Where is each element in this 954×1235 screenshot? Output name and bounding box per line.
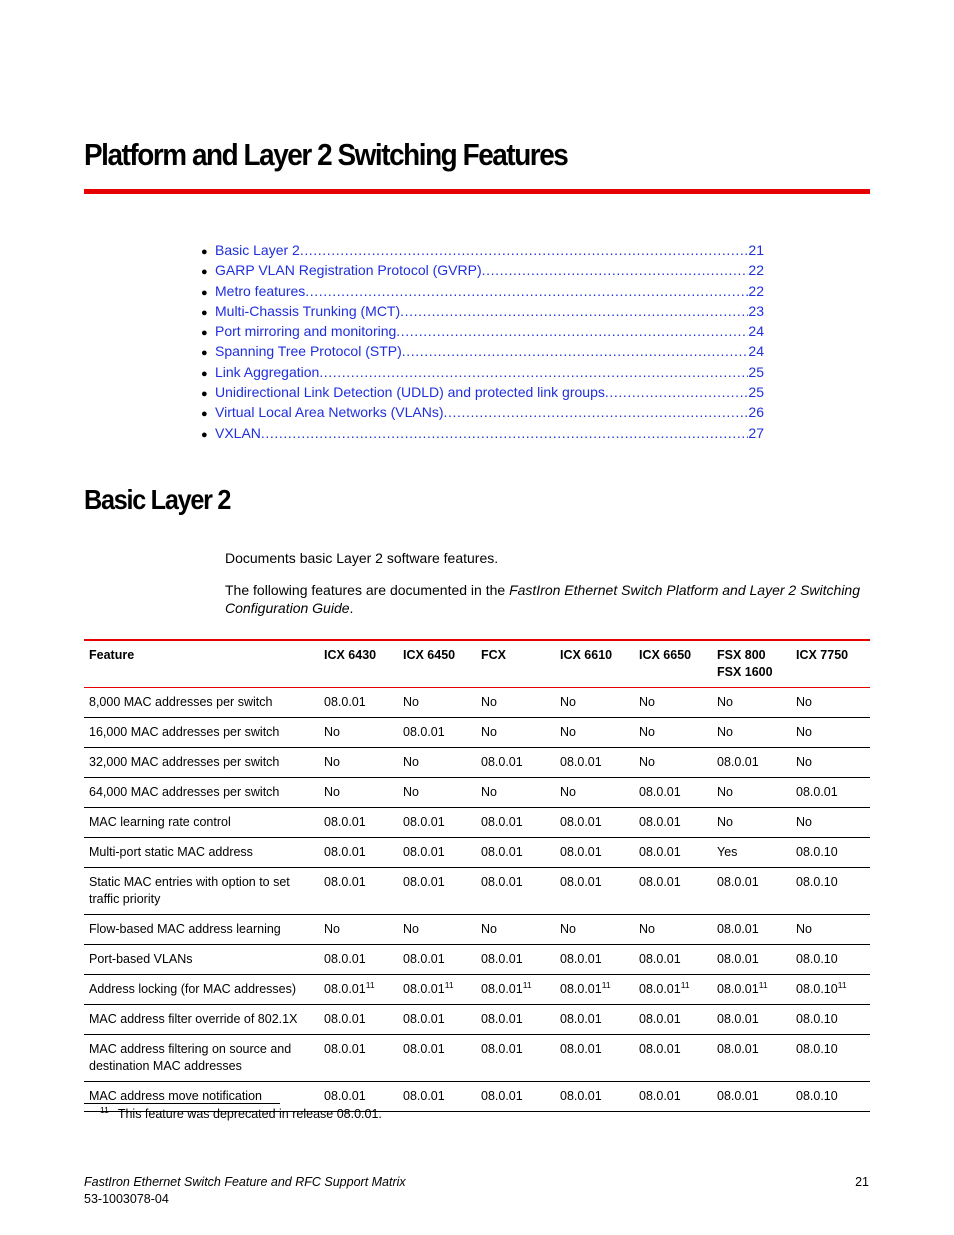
release-cell: No bbox=[403, 695, 419, 709]
release-cell: 08.0.01 bbox=[324, 845, 366, 859]
feature-cell: 16,000 MAC addresses per switch bbox=[89, 725, 280, 739]
release-cell: No bbox=[796, 815, 812, 829]
toc-leader bbox=[300, 240, 749, 260]
toc-link[interactable]: Unidirectional Link Detection (UDLD) and protected link groups bbox=[215, 384, 605, 401]
table-row bbox=[84, 1035, 870, 1082]
bullet-icon: ● bbox=[201, 327, 208, 340]
toc-entry[interactable] bbox=[201, 240, 764, 260]
release-cell: 08.0.01 bbox=[717, 755, 759, 769]
release-cell: 08.0.01 bbox=[324, 1012, 366, 1026]
mini-toc bbox=[201, 240, 764, 443]
feature-cell: MAC address move notification bbox=[89, 1089, 262, 1103]
feature-cell: Address locking (for MAC addresses) bbox=[89, 982, 297, 996]
release-cell: 08.0.01 bbox=[639, 845, 681, 859]
column-header: ICX 6430 bbox=[324, 648, 377, 662]
section-intro: Documents basic Layer 2 software features. bbox=[225, 550, 499, 566]
table-row bbox=[84, 945, 870, 975]
column-header: ICX 7750 bbox=[796, 648, 849, 662]
release-cell: 08.0.01 bbox=[717, 1089, 759, 1103]
paragraph-prefix: The following features are documented in the bbox=[225, 582, 510, 598]
release-cell: 08.0.01 bbox=[403, 725, 445, 739]
toc-leader bbox=[319, 362, 748, 382]
release-cell: No bbox=[403, 755, 419, 769]
release-cell: 08.0.01 bbox=[403, 845, 445, 859]
table-row bbox=[84, 1005, 870, 1035]
footnote bbox=[100, 1105, 382, 1121]
toc-page[interactable]: 26 bbox=[748, 404, 764, 421]
column-header: ICX 6650 bbox=[639, 648, 692, 662]
toc-entry[interactable] bbox=[201, 301, 764, 321]
table-row bbox=[84, 915, 870, 945]
release-cell: No bbox=[481, 725, 497, 739]
release-cell: 08.0.01 bbox=[403, 815, 445, 829]
feature-table bbox=[84, 639, 870, 1112]
release-cell: 08.0.10 bbox=[796, 952, 838, 966]
release-cell: No bbox=[560, 725, 576, 739]
footer-doc-title: FastIron Ethernet Switch Feature and RFC Support Matrix bbox=[84, 1175, 406, 1189]
release-cell: No bbox=[717, 695, 733, 709]
release-cell: No bbox=[324, 725, 340, 739]
toc-link[interactable]: GARP VLAN Registration Protocol (GVRP) bbox=[215, 262, 482, 279]
toc-link[interactable]: Multi-Chassis Trunking (MCT) bbox=[215, 302, 401, 319]
release-cell: 08.0.01 bbox=[403, 952, 445, 966]
feature-cell: MAC learning rate control bbox=[89, 815, 231, 829]
release-cell: 08.0.01 bbox=[560, 1089, 602, 1103]
toc-page[interactable]: 21 bbox=[748, 242, 764, 258]
release-cell: No bbox=[324, 785, 340, 799]
paragraph-suffix: . bbox=[349, 600, 354, 616]
toc-link[interactable]: Port mirroring and monitoring bbox=[215, 323, 397, 340]
release-cell: 08.0.01 bbox=[639, 1089, 681, 1103]
release-cell: No bbox=[639, 725, 655, 739]
release-cell: 08.0.01 bbox=[639, 875, 681, 889]
toc-page[interactable]: 27 bbox=[748, 424, 764, 441]
bullet-icon: ● bbox=[201, 367, 208, 380]
release-cell: 08.0.01 bbox=[403, 1042, 445, 1056]
release-cell: 08.0.01 bbox=[481, 1042, 523, 1056]
bullet-icon: ● bbox=[201, 286, 208, 299]
release-cell: 08.0.01$^{11}$ bbox=[639, 979, 690, 996]
release-cell: 08.0.01$^{11}$ bbox=[717, 979, 768, 996]
toc-page[interactable]: 22 bbox=[748, 262, 764, 279]
release-cell: 08.0.10 bbox=[796, 1042, 838, 1056]
section-paragraph bbox=[225, 581, 875, 617]
bullet-icon: ● bbox=[201, 306, 208, 319]
toc-entry[interactable] bbox=[201, 341, 764, 361]
footnote-ref: 11 bbox=[365, 979, 375, 990]
table-row bbox=[84, 868, 870, 915]
section-title: Basic Layer 2 bbox=[84, 484, 231, 515]
release-cell: 08.0.01 bbox=[639, 952, 681, 966]
table-row bbox=[84, 975, 870, 1005]
release-cell: 08.0.01 bbox=[324, 1042, 366, 1056]
column-header: FSX 800 FSX 1600 bbox=[717, 648, 773, 679]
release-cell: 08.0.01 bbox=[639, 1012, 681, 1026]
column-header: ICX 6450 bbox=[403, 648, 456, 662]
toc-link[interactable]: Virtual Local Area Networks (VLANs) bbox=[215, 404, 444, 421]
footer-doc-number: 53-1003078-04 bbox=[84, 1192, 169, 1206]
release-cell: No bbox=[717, 725, 733, 739]
footnote-rule bbox=[84, 1103, 280, 1104]
toc-page[interactable]: 25 bbox=[748, 363, 764, 380]
release-cell: 08.0.10 bbox=[796, 1089, 838, 1103]
bullet-icon: ● bbox=[201, 388, 208, 401]
footer-page-number: 21 bbox=[855, 1175, 869, 1189]
table-row bbox=[84, 688, 870, 718]
chapter-title: Platform and Layer 2 Switching Features bbox=[84, 137, 568, 172]
toc-entry[interactable] bbox=[201, 260, 764, 280]
release-cell: No bbox=[403, 922, 419, 936]
release-cell: Yes bbox=[717, 845, 738, 859]
table-body bbox=[84, 688, 870, 1112]
toc-page[interactable]: 25 bbox=[748, 384, 764, 401]
feature-cell: 8,000 MAC addresses per switch bbox=[89, 695, 273, 709]
release-cell: No bbox=[796, 922, 812, 936]
toc-entry[interactable] bbox=[201, 321, 764, 341]
toc-page[interactable]: 23 bbox=[748, 302, 764, 319]
release-cell: No bbox=[481, 922, 497, 936]
release-cell: 08.0.01 bbox=[481, 1012, 523, 1026]
release-cell: No bbox=[324, 922, 340, 936]
table-row bbox=[84, 718, 870, 748]
column-header: FCX bbox=[481, 648, 506, 662]
release-cell: 08.0.01 bbox=[560, 845, 602, 859]
feature-cell: 32,000 MAC addresses per switch bbox=[89, 755, 280, 769]
release-cell: No bbox=[560, 922, 576, 936]
bullet-icon: ● bbox=[201, 246, 208, 258]
release-cell: No bbox=[717, 815, 733, 829]
toc-link[interactable]: Metro features bbox=[215, 282, 306, 299]
release-cell: 08.0.01 bbox=[717, 1012, 759, 1026]
release-cell: 08.0.01$^{11}$ bbox=[481, 979, 532, 996]
release-cell: 08.0.01 bbox=[639, 785, 681, 799]
toc-leader bbox=[402, 341, 749, 361]
toc-page[interactable]: 24 bbox=[748, 343, 764, 360]
footnote-ref: 11 bbox=[601, 979, 611, 990]
feature-cell: MAC address filter override of 802.1X bbox=[89, 1012, 298, 1026]
toc-leader bbox=[400, 301, 748, 321]
table-header-row bbox=[84, 640, 870, 688]
release-cell: 08.0.01$^{11}$ bbox=[403, 979, 454, 996]
release-cell: 08.0.01 bbox=[560, 875, 602, 889]
release-cell: 08.0.01$^{11}$ bbox=[560, 979, 611, 996]
column-header: Feature bbox=[89, 648, 135, 662]
release-cell: 08.0.01 bbox=[481, 875, 523, 889]
feature-cell: Multi-port static MAC address bbox=[89, 845, 253, 859]
footnote-marker: 11 bbox=[100, 1105, 109, 1115]
release-cell: No bbox=[560, 785, 576, 799]
chapter-title-rule bbox=[84, 189, 870, 194]
release-cell: 08.0.01 bbox=[481, 755, 523, 769]
release-cell: 08.0.01 bbox=[481, 845, 523, 859]
release-cell: 08.0.01 bbox=[324, 1089, 366, 1103]
release-cell: 08.0.01 bbox=[481, 952, 523, 966]
release-cell: No bbox=[481, 785, 497, 799]
toc-entry[interactable] bbox=[201, 362, 764, 382]
release-cell: 08.0.01 bbox=[324, 815, 366, 829]
table-row bbox=[84, 778, 870, 808]
release-cell: 08.0.01 bbox=[560, 815, 602, 829]
footnote-text: This feature was deprecated in release 08.0.01. bbox=[117, 1107, 382, 1122]
release-cell: 08.0.01 bbox=[560, 1042, 602, 1056]
release-cell: 08.0.01 bbox=[403, 875, 445, 889]
release-cell: 08.0.01 bbox=[324, 952, 366, 966]
toc-entry[interactable] bbox=[201, 423, 764, 443]
bullet-icon: ● bbox=[201, 347, 208, 360]
release-cell: 08.0.01 bbox=[639, 1042, 681, 1056]
toc-entry[interactable] bbox=[201, 281, 764, 301]
release-cell: No bbox=[796, 695, 812, 709]
release-cell: 08.0.01 bbox=[717, 1042, 759, 1056]
release-cell: No bbox=[639, 755, 655, 769]
release-cell: 08.0.01 bbox=[717, 952, 759, 966]
feature-cell: 64,000 MAC addresses per switch bbox=[89, 785, 280, 799]
toc-leader bbox=[482, 260, 749, 280]
bullet-icon: ● bbox=[201, 408, 208, 421]
release-cell: No bbox=[560, 695, 576, 709]
release-cell: No bbox=[639, 922, 655, 936]
footnote-ref: 11 bbox=[758, 979, 768, 990]
bullet-icon: ● bbox=[201, 266, 208, 279]
release-cell: 08.0.01 bbox=[403, 1089, 445, 1103]
toc-leader bbox=[444, 402, 749, 422]
footnote-ref: 11 bbox=[680, 979, 690, 990]
feature-cell: MAC address filtering on source and destination MAC addresses bbox=[89, 1042, 292, 1073]
toc-link[interactable]: Basic Layer 2 bbox=[215, 242, 300, 258]
release-cell: 08.0.01 bbox=[481, 1089, 523, 1103]
toc-entry[interactable] bbox=[201, 382, 764, 402]
toc-page[interactable]: 24 bbox=[748, 323, 764, 340]
bullet-icon: ● bbox=[201, 428, 208, 441]
toc-link[interactable]: VXLAN bbox=[215, 424, 261, 441]
footnote-ref: 11 bbox=[522, 979, 532, 990]
release-cell: No bbox=[796, 755, 812, 769]
release-cell: 08.0.01 bbox=[324, 695, 366, 709]
release-cell: No bbox=[481, 695, 497, 709]
release-cell: 08.0.10 bbox=[796, 1012, 838, 1026]
toc-entry[interactable] bbox=[201, 402, 764, 422]
release-cell: 08.0.01 bbox=[560, 1012, 602, 1026]
release-cell: No bbox=[717, 785, 733, 799]
table-row bbox=[84, 838, 870, 868]
release-cell: 08.0.01 bbox=[324, 875, 366, 889]
release-cell: 08.0.01 bbox=[717, 922, 759, 936]
release-cell: 08.0.01 bbox=[717, 875, 759, 889]
release-cell: 08.0.10 bbox=[796, 875, 838, 889]
column-header: ICX 6610 bbox=[560, 648, 613, 662]
release-cell: 08.0.01$^{11}$ bbox=[324, 979, 375, 996]
footnote-ref: 11 bbox=[444, 979, 454, 990]
table-row bbox=[84, 808, 870, 838]
footnote-ref: 11 bbox=[837, 979, 847, 990]
release-cell: No bbox=[796, 725, 812, 739]
release-cell: 08.0.01 bbox=[560, 755, 602, 769]
release-cell: No bbox=[403, 785, 419, 799]
feature-cell: Static MAC entries with option to set traffic priority bbox=[89, 875, 290, 906]
release-cell: No bbox=[324, 755, 340, 769]
toc-leader bbox=[261, 423, 749, 443]
toc-page[interactable]: 22 bbox=[748, 282, 764, 299]
release-cell: 08.0.01 bbox=[481, 815, 523, 829]
toc-link[interactable]: Link Aggregation bbox=[215, 363, 320, 380]
toc-leader bbox=[305, 281, 748, 301]
toc-leader bbox=[605, 382, 749, 402]
release-cell: 08.0.10$^{11}$ bbox=[796, 979, 847, 996]
release-cell: 08.0.01 bbox=[639, 815, 681, 829]
guide-title: FastIron Ethernet Switch Platform and Layer 2 Switching Configuration Guide bbox=[225, 582, 861, 616]
feature-cell: Port-based VLANs bbox=[89, 952, 193, 966]
release-cell: 08.0.01 bbox=[796, 785, 838, 799]
feature-cell: Flow-based MAC address learning bbox=[89, 922, 281, 936]
table-row bbox=[84, 748, 870, 778]
release-cell: 08.0.01 bbox=[560, 952, 602, 966]
release-cell: 08.0.01 bbox=[403, 1012, 445, 1026]
release-cell: No bbox=[639, 695, 655, 709]
toc-link[interactable]: Spanning Tree Protocol (STP) bbox=[215, 343, 402, 360]
release-cell: 08.0.10 bbox=[796, 845, 838, 859]
toc-leader bbox=[396, 321, 748, 341]
